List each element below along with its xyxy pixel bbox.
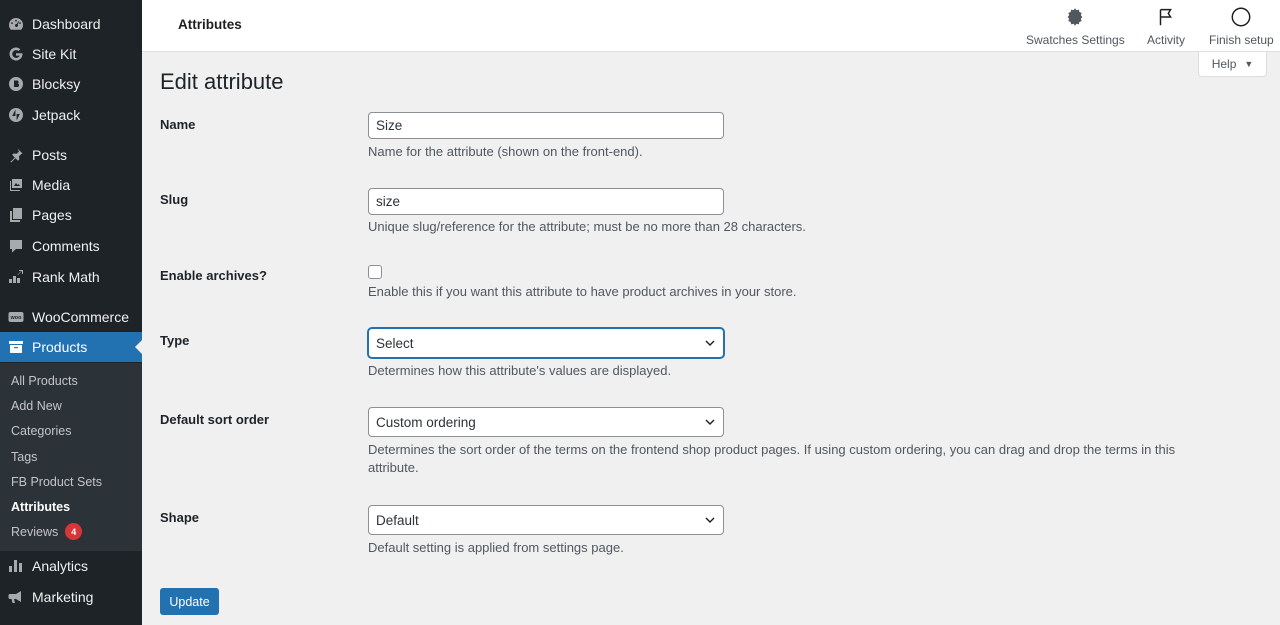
slug-description: Unique slug/reference for the attribute; must be no more than 28 characters. xyxy=(368,219,806,234)
sidebar-item-label: Posts xyxy=(32,147,68,163)
sort-order-description: Determines the sort order of the terms on the frontend shop product pages. If using custom ordering, you can drag and drop the terms in this attribute. xyxy=(368,442,1176,475)
submenu-item-categories[interactable] xyxy=(11,424,71,438)
enable-archives-label: Enable archives? xyxy=(160,268,267,283)
sidebar-item-label: Pages xyxy=(32,207,72,223)
sidebar-item-label: Site Kit xyxy=(32,46,77,62)
sidebar-item-label: WooCommerce xyxy=(32,309,129,325)
top-header xyxy=(142,0,1280,52)
pushpin-icon xyxy=(8,147,24,163)
enable-archives-description: Enable this if you want this attribute to have product archives in your store. xyxy=(368,284,797,299)
sort-order-select[interactable] xyxy=(368,407,724,437)
activity-button[interactable] xyxy=(1147,6,1185,47)
sidebar-item-woocommerce[interactable] xyxy=(0,302,142,332)
sidebar-item-jetpack[interactable] xyxy=(0,100,142,130)
name-description: Name for the attribute (shown on the front-end). xyxy=(368,144,643,159)
dashboard-icon xyxy=(8,16,24,32)
help-label: Help xyxy=(1211,57,1237,71)
archive-icon xyxy=(8,339,24,355)
action-label: Activity xyxy=(1147,33,1186,47)
enable-archives-checkbox[interactable] xyxy=(368,265,382,279)
megaphone-icon xyxy=(8,589,24,605)
circle-progress-icon xyxy=(1230,6,1252,28)
sidebar-item-blocksy[interactable] xyxy=(0,69,142,99)
sidebar-item-label: Analytics xyxy=(32,558,89,574)
chevron-down-icon xyxy=(704,416,716,428)
submenu-label: Attributes xyxy=(11,500,71,514)
sidebar-item-label: Rank Math xyxy=(32,269,100,285)
action-label: Finish setup xyxy=(1209,33,1274,47)
help-tab[interactable] xyxy=(1198,52,1267,77)
reviews-count-badge: 4 xyxy=(65,523,82,540)
submenu-item-fb-product-sets[interactable] xyxy=(11,475,102,489)
sidebar-item-label: Dashboard xyxy=(32,16,101,32)
sidebar-item-label: Jetpack xyxy=(32,107,81,123)
action-label: Swatches Settings xyxy=(1026,33,1125,47)
sidebar-item-rank-math[interactable] xyxy=(0,262,142,292)
shape-label: Shape xyxy=(160,510,200,525)
name-label: Name xyxy=(160,117,196,132)
products-submenu xyxy=(0,363,142,551)
sidebar-item-label: Products xyxy=(32,339,88,355)
chevron-down-icon xyxy=(704,337,716,349)
shape-select[interactable] xyxy=(368,505,724,535)
chevron-down-icon xyxy=(704,514,716,526)
submenu-item-reviews[interactable] xyxy=(11,523,82,540)
pages-icon xyxy=(8,207,24,223)
jetpack-icon xyxy=(8,107,24,123)
slug-input[interactable] xyxy=(368,188,724,215)
caret-down-icon: ▼ xyxy=(1244,59,1254,69)
submenu-label: Reviews xyxy=(11,524,59,539)
name-input[interactable] xyxy=(368,112,724,139)
shape-description: Default setting is applied from settings page. xyxy=(368,540,624,555)
type-description: Determines how this attribute's values are displayed. xyxy=(368,363,672,378)
submenu-item-add-new[interactable] xyxy=(11,399,62,413)
blocksy-icon xyxy=(8,76,24,92)
finish-setup-button[interactable] xyxy=(1209,6,1274,47)
sidebar-item-label: Media xyxy=(32,177,71,193)
submenu-item-all-products[interactable] xyxy=(11,374,78,388)
sidebar-item-marketing[interactable] xyxy=(0,582,142,612)
submenu-label: Add New xyxy=(11,399,62,413)
comment-icon xyxy=(8,238,24,254)
sidebar-item-site-kit[interactable] xyxy=(0,39,142,69)
sort-order-select-value: Custom ordering xyxy=(376,414,476,430)
sidebar-item-media[interactable] xyxy=(0,170,142,200)
submenu-label: Tags xyxy=(11,450,38,464)
submenu-item-tags[interactable] xyxy=(11,450,37,464)
submenu-label: Categories xyxy=(11,424,72,438)
sidebar-item-pages[interactable] xyxy=(0,200,142,230)
sidebar-item-label: Comments xyxy=(32,238,100,254)
type-select-value: Select xyxy=(376,335,414,351)
submenu-label: All Products xyxy=(11,374,78,388)
rank-math-icon xyxy=(8,269,24,285)
admin-sidebar xyxy=(0,0,142,625)
sidebar-item-label: Marketing xyxy=(32,589,94,605)
shape-select-value: Default xyxy=(376,512,419,528)
type-select[interactable] xyxy=(368,328,724,358)
sidebar-item-label: Blocksy xyxy=(32,76,81,92)
swatches-settings-button[interactable] xyxy=(1026,6,1125,47)
sidebar-item-dashboard[interactable] xyxy=(0,9,142,39)
bar-chart-icon xyxy=(8,558,24,574)
page-title: Edit attribute xyxy=(160,69,284,94)
sidebar-item-posts[interactable] xyxy=(0,140,142,170)
google-g-icon xyxy=(8,46,24,62)
type-label: Type xyxy=(160,333,190,348)
media-icon xyxy=(8,177,24,193)
sidebar-item-analytics[interactable] xyxy=(0,551,142,581)
flag-icon xyxy=(1155,6,1177,28)
sort-order-label: Default sort order xyxy=(160,412,270,427)
sidebar-item-comments[interactable] xyxy=(0,231,142,261)
gear-icon xyxy=(1064,6,1086,28)
slug-label: Slug xyxy=(160,192,189,207)
submenu-label: FB Product Sets xyxy=(11,475,103,489)
svg-text:woo: woo xyxy=(10,315,22,322)
submenu-item-attributes[interactable] xyxy=(11,500,70,514)
update-button[interactable]: Update xyxy=(160,588,219,615)
header-title: Attributes xyxy=(178,17,242,32)
sidebar-item-products[interactable] xyxy=(0,332,142,362)
woo-icon xyxy=(8,309,24,325)
